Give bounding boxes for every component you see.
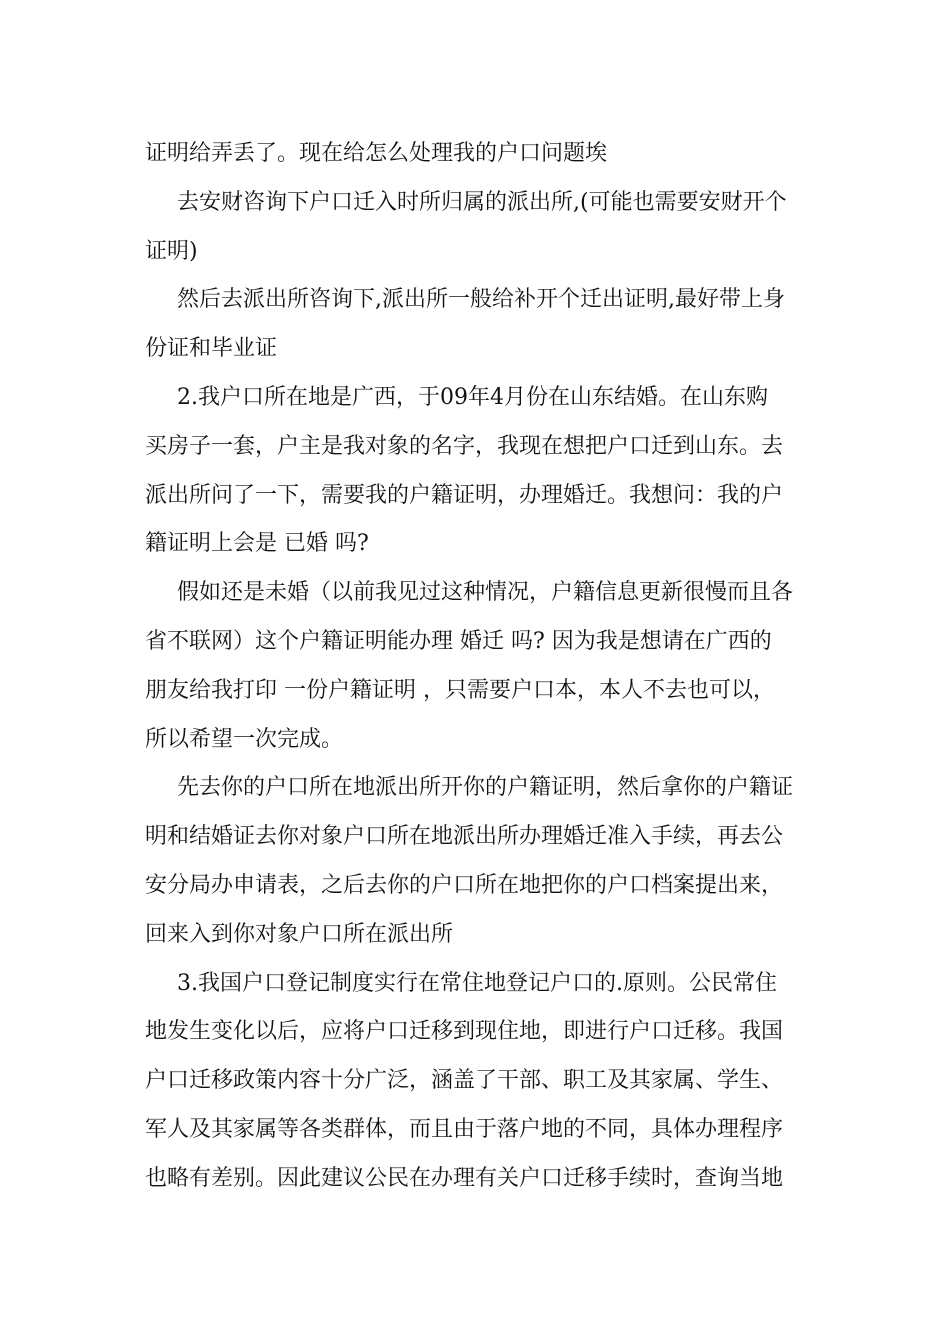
- text-line: 朋友给我打印 一份户籍证明 ，只需要户口本，本人不去也可以，: [145, 677, 775, 703]
- text-line: 户口迁移政策内容十分广泛，涵盖了干部、职工及其家属、学生、: [145, 1068, 784, 1094]
- text-line: 证明给弄丢了。现在给怎么处理我的户口问题埃: [145, 141, 608, 166]
- text-line: 假如还是未婚（以前我见过这种情况，户籍信息更新很慢而且各: [177, 580, 794, 606]
- text-line: 然后去派出所咨询下,派出所一般给补开个迁出证明,最好带上身: [177, 287, 785, 313]
- text-line: 军人及其家属等各类群体，而且由于落户地的不同，具体办理程序: [145, 1116, 784, 1142]
- text-line: 回来入到你对象户口所在派出所: [145, 921, 454, 947]
- text-line: 派出所问了一下，需要我的户籍证明，办理婚迁。我想问：我的户: [145, 482, 784, 508]
- text-line: 去安财咨询下户口迁入时所归属的派出所,(可能也需要安财开个: [177, 189, 787, 215]
- text-line: 安分局办申请表，之后去你的户口所在地把你的户口档案提出来，: [145, 872, 784, 898]
- text-line: 份证和毕业证: [145, 336, 278, 362]
- text-line: 籍证明上会是 已婚 吗?: [145, 531, 369, 557]
- text-line: 省不联网）这个户籍证明能办理 婚迁 吗? 因为我是想请在广西的: [145, 628, 772, 654]
- text-line: 2.我户口所在地是广西，于09年4月份在山东结婚。在山东购: [177, 384, 768, 410]
- text-line: 3.我国户口登记制度实行在常住地登记户口的.原则。公民常住: [177, 970, 777, 996]
- text-line: 证明): [145, 238, 198, 264]
- text-line: 明和结婚证去你对象户口所在地派出所办理婚迁准入手续，再去公: [145, 824, 784, 850]
- text-line: 地发生变化以后，应将户口迁移到现住地，即进行户口迁移。我国: [145, 1019, 784, 1045]
- text-line: 也略有差别。因此建议公民在办理有关户口迁移手续时，查询当地: [145, 1165, 784, 1191]
- text-line: 先去你的户口所在地派出所开你的户籍证明，然后拿你的户籍证: [177, 775, 794, 801]
- text-line: 买房子一套，户主是我对象的名字，我现在想把户口迁到山东。去: [145, 433, 784, 459]
- text-line: 所以希望一次完成。: [145, 726, 344, 752]
- document-body: [145, 130, 809, 1204]
